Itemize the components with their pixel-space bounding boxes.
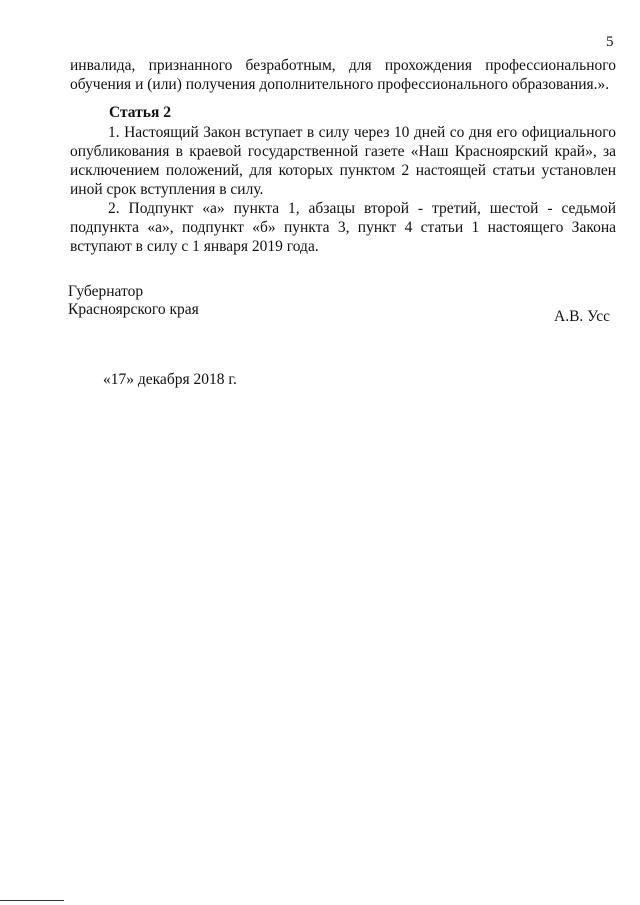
article-paragraph-2: 2. Подпункт «а» пункта 1, абзацы второй - третий, шестой - седьмой подпункта «а», подпункт «б» пункта 3, пункт 4 статьи 1 настоящего Закона вступают в силу с 1 января 2019 года.: [70, 200, 616, 255]
signing-date: «17» декабря 2018 г.: [103, 371, 237, 388]
continuation-paragraph: инвалида, признанного безработным, для прохождения профессионального обучения и (или) получения дополнительного профессионального образования.».: [70, 57, 616, 93]
signatory-position-line2: Красноярского края: [68, 301, 199, 318]
page-number: 5: [606, 34, 614, 50]
signatory-name: А.В. Усс: [554, 308, 611, 325]
article-paragraph-1: 1. Настоящий Закон вступает в силу через 10 дней со дня его официального опубликования в краевой государственной газете «Наш Красноярский край», за исключением положений, для которых пунктом 2 настоящей статьи установлен иной срок вступления в силу.: [70, 124, 616, 198]
article-title: Статья 2: [109, 104, 171, 121]
signatory-position-line1: Губернатор: [68, 283, 144, 300]
footer-rule: [0, 900, 64, 901]
